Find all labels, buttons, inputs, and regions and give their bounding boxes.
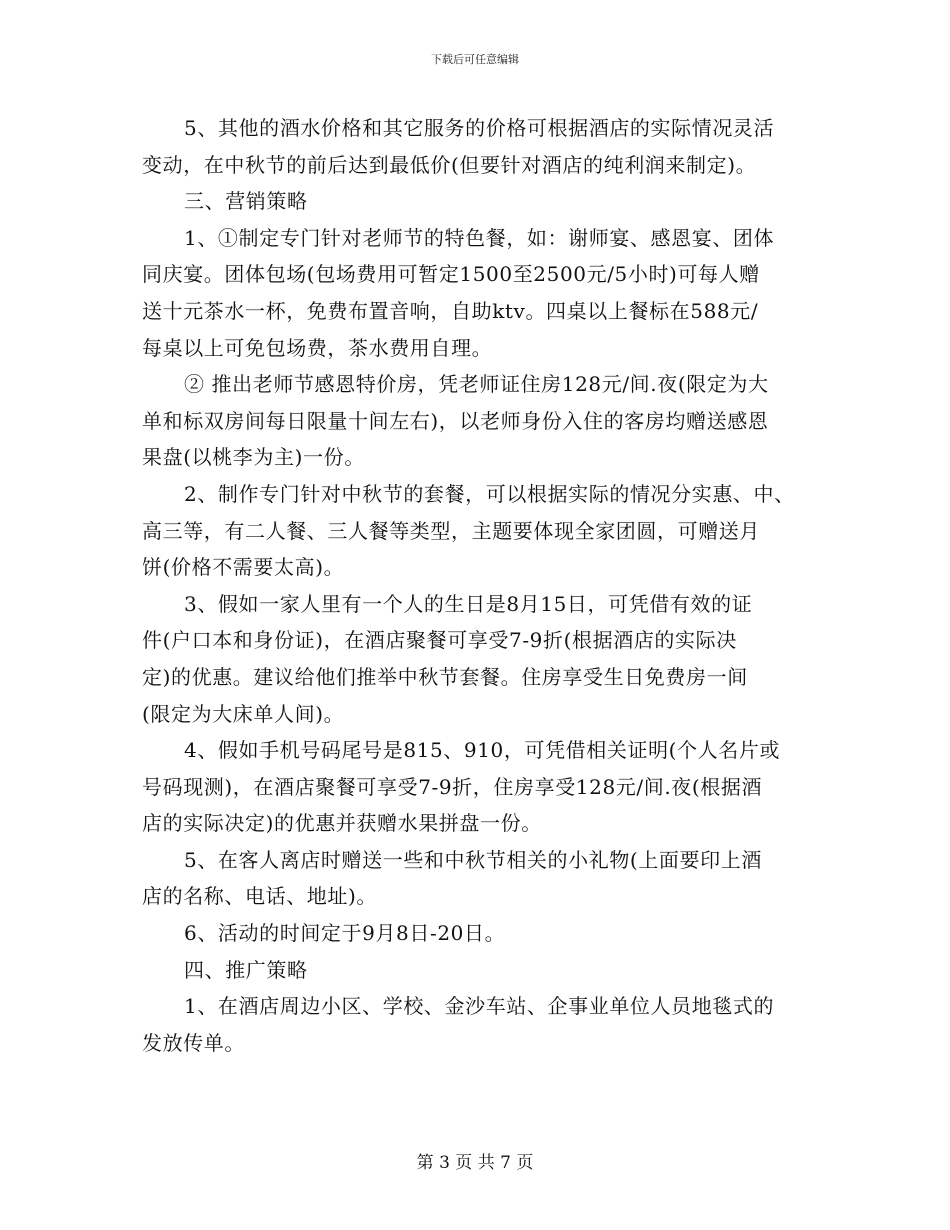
text-line: 1、①制定专门针对老师节的特色餐，如：谢师宴、感恩宴、团体 bbox=[184, 225, 775, 250]
text-line: 3、假如一家人里有一个人的生日是8月15日，可凭借有效的证 bbox=[184, 591, 753, 616]
text-line: 店的名称、电话、地址)。 bbox=[142, 884, 378, 909]
text-line: 2、制作专门针对中秋节的套餐，可以根据实际的情况分实惠、中、 bbox=[184, 481, 795, 506]
text-line: 送十元茶水一杯，免费布置音响，自助ktv。四桌以上餐标在588元/ bbox=[142, 298, 759, 323]
text-line: 发放传单。 bbox=[142, 1030, 245, 1055]
text-line: (限定为大床单人间)。 bbox=[142, 701, 345, 726]
text-line: 号码现测)，在酒店聚餐可享受7-9折，住房享受128元/间.夜(根据酒 bbox=[142, 774, 763, 799]
text-line: 店的实际决定)的优惠并获赠水果拼盘一份。 bbox=[142, 811, 542, 836]
text-line: 6、活动的时间定于9月8日-20日。 bbox=[184, 921, 506, 946]
text-line: 5、其他的酒水价格和其它服务的价格可根据酒店的实际情况灵活 bbox=[184, 116, 775, 140]
text-line: 单和标双房间每日限量十间左右)，以老师身份入住的客房均赠送感恩 bbox=[142, 408, 769, 433]
text-line: 高三等，有二人餐、三人餐等类型，主题要体现全家团圆，可赠送月 bbox=[142, 518, 760, 543]
text-line: ② 推出老师节感恩特价房，凭老师证住房128元/间.夜(限定为大 bbox=[184, 372, 769, 397]
text-line: 变动，在中秋节的前后达到最低价(但要针对酒店的纯利润来制定)。 bbox=[142, 152, 757, 177]
text-line: 三、营销策略 bbox=[184, 189, 308, 214]
text-line: 同庆宴。团体包场(包场费用可暂定1500至2500元/5小时)可每人赠 bbox=[142, 262, 760, 287]
text-line: 每桌以上可免包场费，茶水费用自理。 bbox=[142, 335, 493, 360]
text-line: 饼(价格不需要太高)。 bbox=[142, 555, 345, 580]
text-line: 定)的优惠。建议给他们推举中秋节套餐。住房享受生日免费房一间 bbox=[142, 664, 748, 689]
text-line: 果盘(以桃李为主)一份。 bbox=[142, 445, 365, 470]
page-header: 下载后可任意编辑 bbox=[431, 53, 519, 66]
document-body bbox=[142, 112, 822, 1063]
text-line: 4、假如手机号码尾号是815、910，可凭借相关证明(个人名片或 bbox=[184, 738, 781, 763]
text-line: 件(户口本和身份证)，在酒店聚餐可享受7-9折(根据酒店的实际决 bbox=[142, 628, 737, 653]
text-line: 四、推广策略 bbox=[184, 957, 308, 982]
page-footer: 第 3 页 共 7 页 bbox=[416, 1153, 534, 1173]
text-line: 5、在客人离店时赠送一些和中秋节相关的小礼物(上面要印上酒 bbox=[184, 847, 762, 872]
text-line: 1、在酒店周边小区、学校、金沙车站、企事业单位人员地毯式的 bbox=[184, 994, 775, 1019]
